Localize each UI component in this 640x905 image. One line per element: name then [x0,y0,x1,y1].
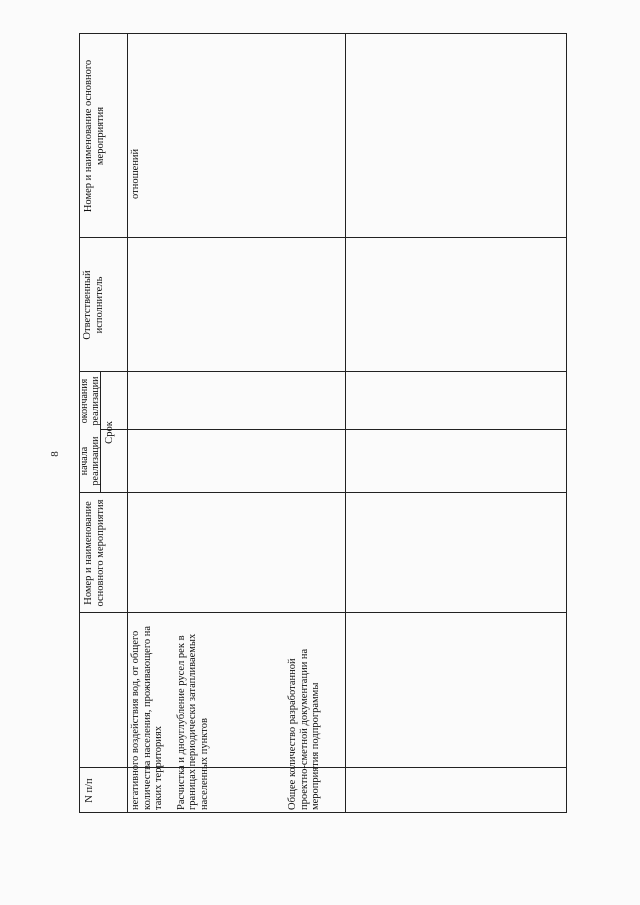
header-start: начала реализации [79,436,101,486]
header-activity-name: Номер и наименование основного мероприятия [83,499,106,607]
header-end: окончания реализации [79,376,101,426]
column-rule [79,612,567,613]
header-number: N п/п [84,778,95,803]
column-rule [79,237,567,238]
continuation-name: отношений [130,148,141,199]
row-rule [345,33,346,813]
activities-table [79,33,567,813]
header-rule [127,33,128,813]
header-term: Срок [104,421,115,444]
table-border-bottom [79,812,567,813]
column-rule [79,371,567,372]
column-rule [100,429,567,430]
header-name: Номер и наименование основного мероприятия [83,59,106,213]
table-border-right [566,33,567,813]
page-number: 8 [49,451,61,457]
continuation-indicators-link: негативного воздействия вод, от общего количества населения, проживающего на таких территориях Расчистка и дноуглубление русел рек в границах периодически затапливаемых населенных пунктов Общее количество разработанной проектно-сметной документации на мероприятия подпрограммы [130,625,321,810]
column-rule [79,492,567,493]
header-executor: Ответственный исполнитель [82,270,105,340]
table-border-top [79,33,567,34]
